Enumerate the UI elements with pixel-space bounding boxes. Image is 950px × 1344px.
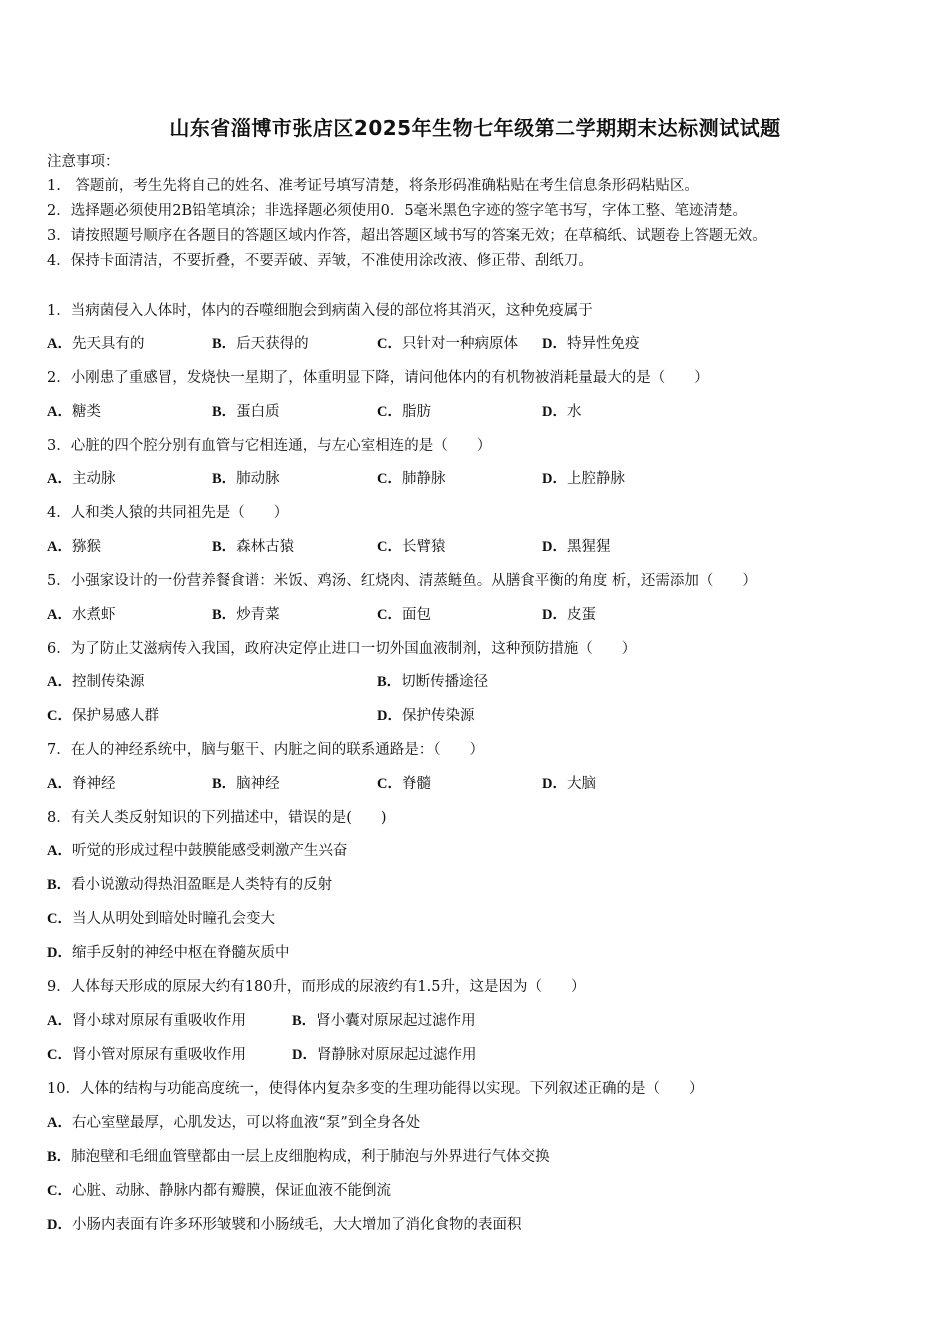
option-a: A．右心室壁最厚，心肌发达，可以将血液“泵”到全身各处 [47,1115,421,1131]
option-d: D．皮蛋 [542,607,596,623]
option-c: C．面包 [377,607,431,623]
option-a: A．脊神经 [47,776,116,792]
option-b: B．蛋白质 [212,404,280,420]
question-stem: 7．在人的神经系统中，脑与躯干、内脏之间的联系通路是：（ ） [47,742,484,758]
option-b: B．肺动脉 [212,471,280,487]
option-a: A．猕猴 [47,539,101,555]
option-c: C．长臂猿 [377,539,446,555]
option-a: A．先天具有的 [47,336,145,352]
option-d: D．特异性免疫 [542,336,640,352]
option-a: A．糖类 [47,404,101,420]
option-b: B．看小说激动得热泪盈眶是人类特有的反射 [47,877,333,893]
option-d: D．上腔静脉 [542,471,625,487]
question-stem: 9．人体每天形成的原尿大约有180升，而形成的尿液约有1.5升，这是因为（ ） [47,979,586,995]
option-a: A．水煮虾 [47,607,116,623]
option-d: D．大脑 [542,776,596,792]
option-a: A．主动脉 [47,471,116,487]
option-b: B．森林古猿 [212,539,295,555]
option-c: C．心脏、动脉、静脉内都有瓣膜，保证血液不能倒流 [47,1183,391,1199]
option-d: D．黑猩猩 [542,539,611,555]
question-stem: 8．有关人类反射知识的下列描述中，错误的是( ) [47,810,387,826]
question-stem: 4．人和类人猿的共同祖先是（ ） [47,505,289,521]
option-c: C．肺静脉 [377,471,446,487]
option-c: C．当人从明处到暗处时瞳孔会变大 [47,911,275,927]
question-stem: 10．人体的结构与功能高度统一，使得体内复杂多变的生理功能得以实现。下列叙述正确的是（ ） [47,1081,704,1097]
option-b: B．肾小囊对原尿起过滤作用 [292,1013,476,1029]
page-title: 山东省淄博市张店区2025年生物七年级第二学期期末达标测试试题 [169,116,781,140]
option-c: C．脂肪 [377,404,431,420]
option-c: C．脊髓 [377,776,431,792]
option-b: B．肺泡壁和毛细血管壁都由一层上皮细胞构成，利于肺泡与外界进行气体交换 [47,1149,550,1165]
notice-item: 4．保持卡面清洁，不要折叠，不要弄破、弄皱，不准使用涂改液、修正带、刮纸刀。 [47,253,593,269]
option-c: C．保护易感人群 [47,708,159,724]
option-c: C．只针对一种病原体 [377,336,518,352]
option-a: A．控制传染源 [47,674,145,690]
notice-item: 3．请按照题号顺序在各题目的答题区域内作答，超出答题区域书写的答案无效；在草稿纸、试题卷上答题无效。 [47,228,767,244]
notice-heading: 注意事项： [47,154,120,170]
question-stem: 3．心脏的四个腔分别有血管与它相连通，与左心室相连的是（ ） [47,438,492,454]
option-a: A．听觉的形成过程中鼓膜能感受刺激产生兴奋 [47,843,348,859]
question-stem: 2．小刚患了重感冒，发烧快一星期了，体重明显下降，请问他体内的有机物被消耗量最大的是（ ） [47,370,709,386]
question-stem: 6．为了防止艾滋病传入我国，政府决定停止进口一切外国血液制剂，这种预防措施（ ） [47,641,637,657]
option-d: D．肾静脉对原尿起过滤作用 [292,1047,477,1063]
option-b: B．切断传播途径 [377,674,489,690]
option-b: B．后天获得的 [212,336,309,352]
option-d: D．保护传染源 [377,708,475,724]
option-c: C．肾小管对原尿有重吸收作用 [47,1047,246,1063]
option-d: D．小肠内表面有许多环形皱襞和小肠绒毛，大大增加了消化食物的表面积 [47,1217,522,1233]
notice-item: 1. 答题前，考生先将自己的姓名、准考证号填写清楚，将条形码准确粘贴在考生信息条形码粘贴区。 [47,178,699,194]
option-d: D．缩手反射的神经中枢在脊髓灰质中 [47,945,290,961]
option-b: B．炒青菜 [212,607,280,623]
option-d: D．水 [542,404,582,420]
question-stem: 5．小强家设计的一份营养餐食谱：米饭、鸡汤、红烧肉、清蒸鲢鱼。从膳食平衡的角度 析，还需添加（ ） [47,573,757,589]
notice-item: 2．选择题必须使用2B铅笔填涂；非选择题必须使用0．5毫米黑色字迹的签字笔书写，字体工整、笔迹清楚。 [47,203,748,219]
question-stem: 1．当病菌侵入人体时，体内的吞噬细胞会到病菌入侵的部位将其消灭，这种免疫属于 [47,303,593,319]
option-a: A．肾小球对原尿有重吸收作用 [47,1013,246,1029]
option-b: B．脑神经 [212,776,280,792]
